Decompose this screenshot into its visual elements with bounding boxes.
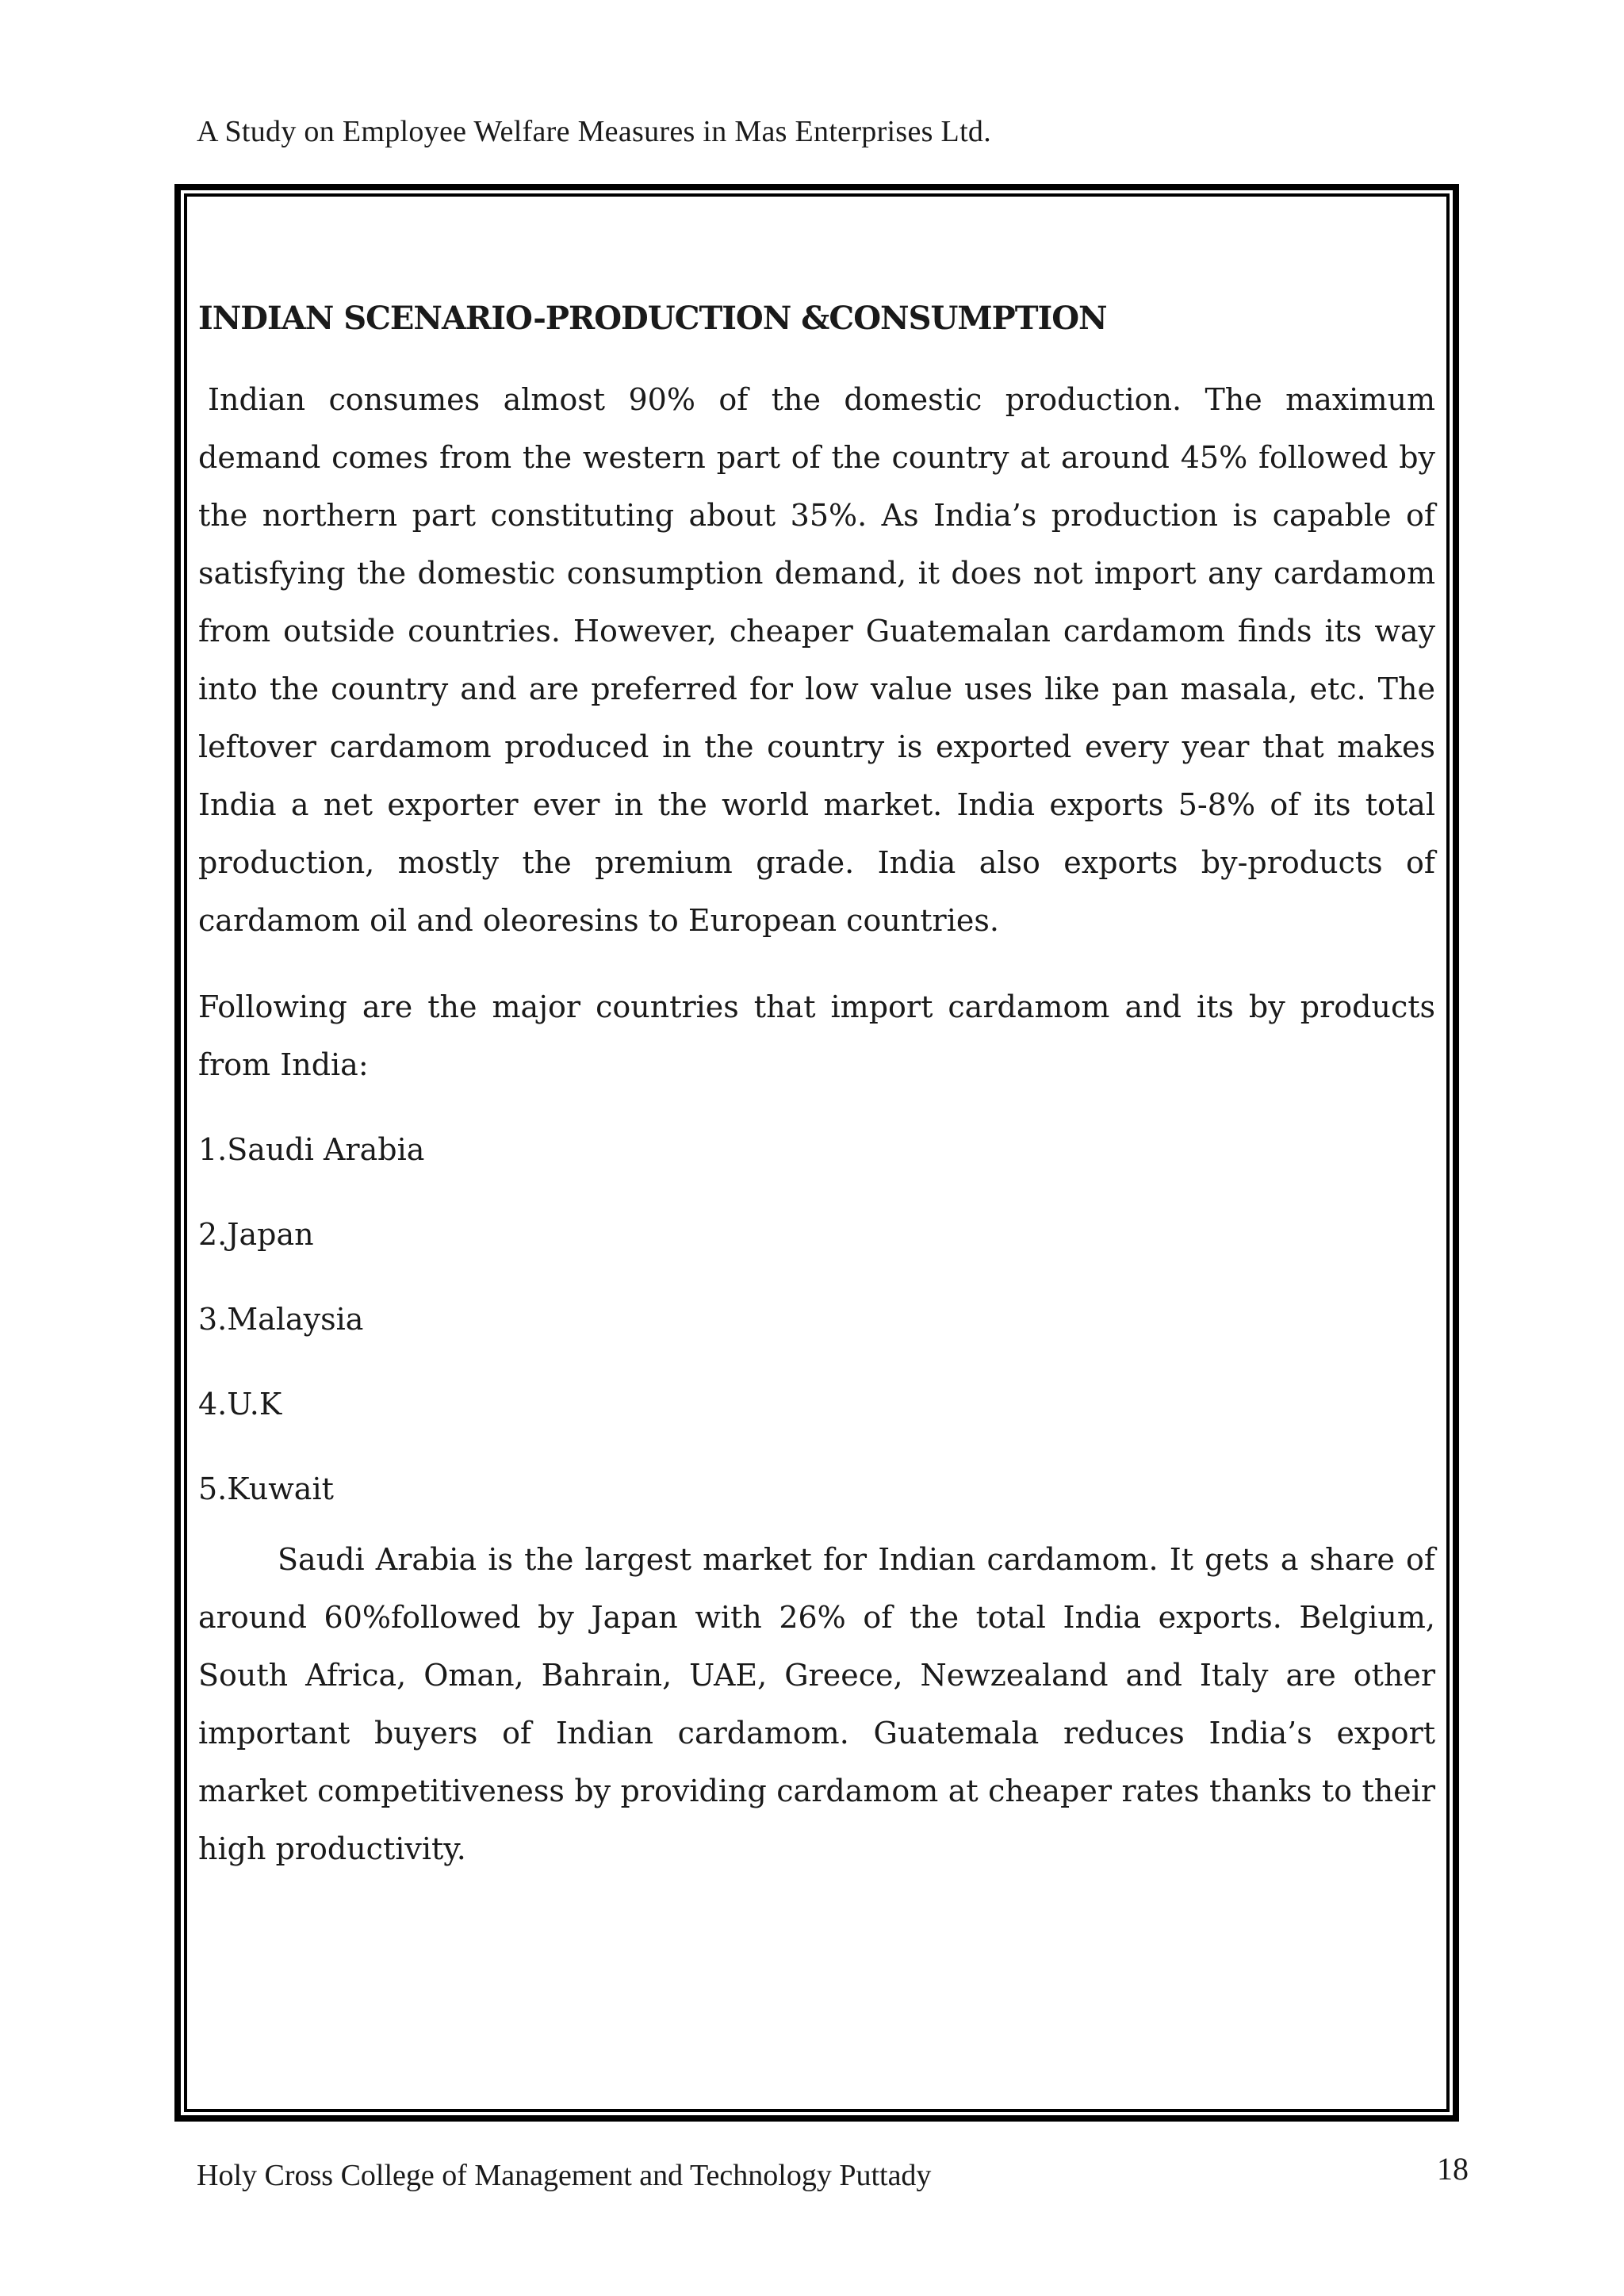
- paragraph-importers-intro: Following are the major countries that import cardamom and its by products from India:: [198, 989, 1435, 1082]
- country-list: [198, 1121, 1435, 1545]
- paragraph-consumption: Indian consumes almost 90% of the domestic production. The maximum demand comes from the western part of the country at around 45% followed by the northern part constituting about 35%. As India’s production is capable of satisfying the domestic consumption demand, it does not import any cardamom from outside countries. However, cheaper Guatemalan cardamom finds its way into the country and are preferred for low value uses like pan masala, etc. The leftover cardamom produced in the country is exported every year that makes India a net exporter ever in the world market. India exports 5-8% of its total production, mostly the premium grade. India also exports by-products of cardamom oil and oleoresins to European countries.: [198, 382, 1435, 938]
- page-content: [198, 295, 1435, 1878]
- list-item-saudi-arabia: 1.Saudi Arabia: [198, 1132, 425, 1167]
- section-title: INDIAN SCENARIO-PRODUCTION &CONSUMPTION: [198, 300, 1107, 337]
- page-number: 18: [1437, 2151, 1469, 2187]
- paragraph-export-markets: Saudi Arabia is the largest market for Indian cardamom. It gets a share of around 60%followed by Japan with 26% of the total India exports. Belgium, South Africa, Oman, Bahrain, UAE, Greece, Newzealand and Italy are other important buyers of Indian cardamom. Guatemala reduces India’s export market competitiveness by providing cardamom at cheaper rates thanks to their high productivity.: [198, 1542, 1435, 1866]
- list-item-japan: 2.Japan: [198, 1217, 314, 1252]
- list-item-kuwait: 5.Kuwait: [198, 1471, 334, 1506]
- list-item-uk: 4.U.K: [198, 1387, 282, 1422]
- footer-institution: Holy Cross College of Management and Technology Puttady: [197, 2159, 932, 2192]
- running-header: A Study on Employee Welfare Measures in Mas Enterprises Ltd.: [197, 115, 992, 148]
- list-item-malaysia: 3.Malaysia: [198, 1302, 364, 1337]
